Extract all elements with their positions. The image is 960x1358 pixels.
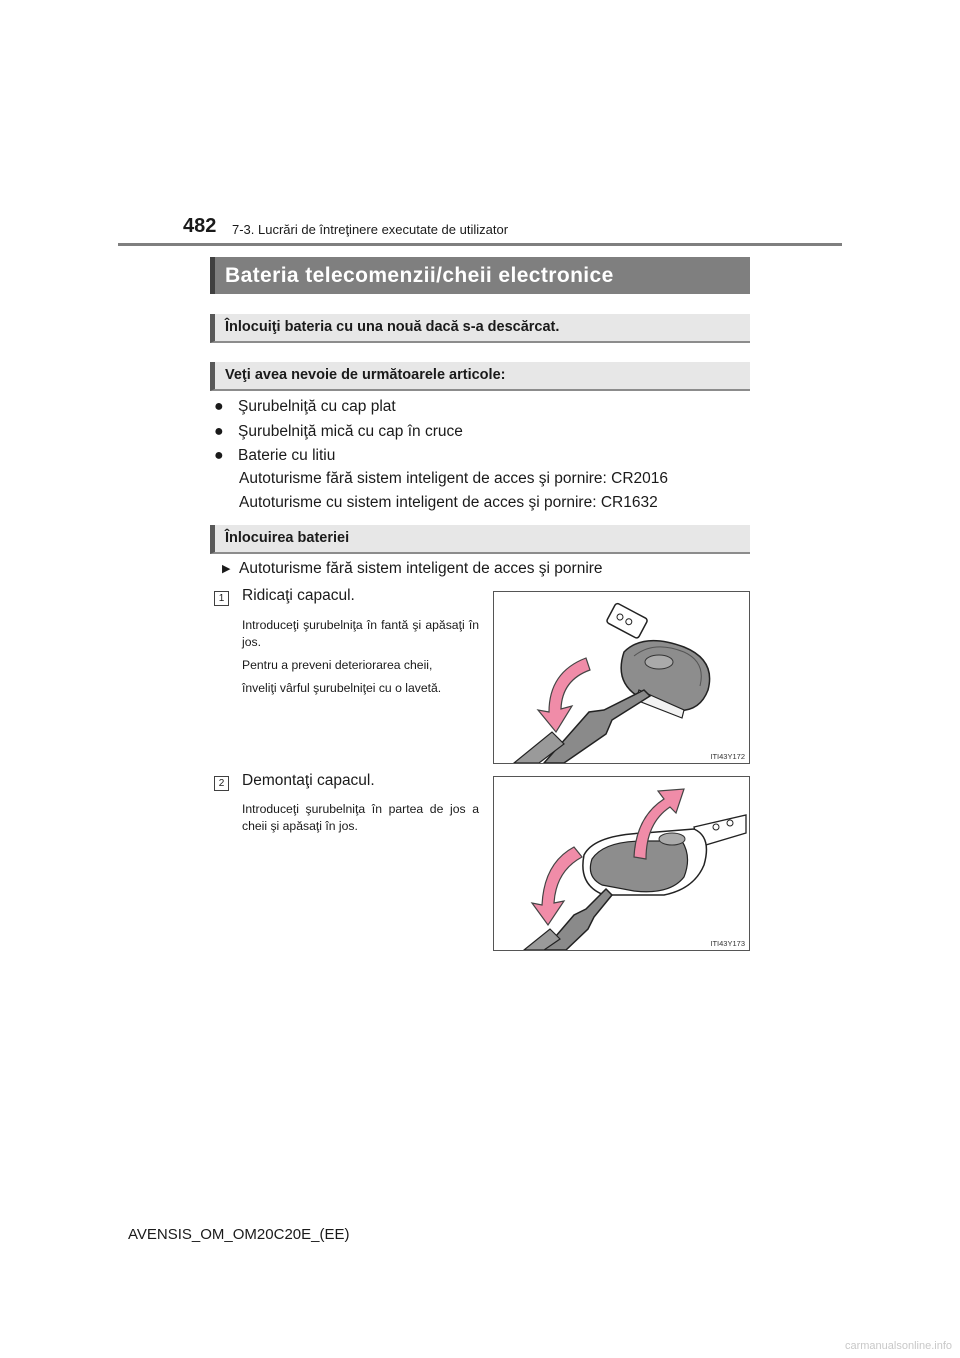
- list-item-label: Baterie cu litiu: [238, 447, 336, 464]
- list-item-label: Şurubelniţă mică cu cap în cruce: [238, 423, 463, 440]
- page-title: Bateria telecomenzii/cheii electronice: [210, 257, 750, 294]
- header-rule: [118, 243, 842, 246]
- step-text-2: [242, 801, 479, 841]
- step-badge-1: 1: [214, 591, 229, 606]
- figure-code: ITI43Y172: [710, 752, 745, 761]
- items-heading: Veţi avea nevoie de următoarele articole:: [210, 362, 750, 391]
- key-lift-illustration: [494, 592, 749, 763]
- page-number: 482: [183, 215, 217, 237]
- watermark: carmanualsonline.info: [844, 1340, 952, 1352]
- step-badge-2: 2: [214, 776, 229, 791]
- step-paragraph: Introduceţi şurubelniţa în fantă şi apăsaţi în jos.: [242, 618, 479, 649]
- step-paragraph: Pentru a preveni deteriorarea cheii,: [242, 658, 433, 672]
- key-remove-cover-illustration: [494, 777, 749, 950]
- figure-code: ITI43Y173: [710, 939, 745, 948]
- list-item-detail: Autoturisme fără sistem inteligent de acces şi pornire: CR2016: [239, 470, 669, 487]
- figure-step-2: [493, 776, 750, 951]
- footer-doc-id: AVENSIS_OM_OM20C20E_(EE): [128, 1226, 350, 1243]
- list-item-label: Şurubelniţă cu cap plat: [238, 398, 396, 415]
- bullet-icon: ●: [214, 423, 224, 440]
- bullet-icon: ●: [214, 398, 224, 415]
- step-title-2: Demontaţi capacul.: [242, 772, 375, 789]
- list-item: [214, 423, 463, 441]
- step-paragraph: înveliţi vârful şurubelniţei cu o lavetă.: [242, 681, 442, 695]
- intro-bar: Înlocuiţi bateria cu una nouă dacă s-a descărcat.: [210, 314, 750, 343]
- step-paragraph: Introduceţi şurubelniţa în partea de jos a cheii şi apăsaţi în jos.: [242, 802, 479, 833]
- replace-heading: Înlocuirea bateriei: [210, 525, 750, 554]
- triangle-right-icon: ▶: [222, 563, 231, 575]
- figure-step-1: [493, 591, 750, 764]
- section-title: 7-3. Lucrări de întreţinere executate de utilizator: [232, 222, 509, 237]
- variant-line: [222, 560, 603, 578]
- bullet-icon: ●: [214, 447, 224, 464]
- list-item-detail: Autoturisme cu sistem inteligent de acces şi pornire: CR1632: [239, 494, 658, 511]
- step-title-1: Ridicaţi capacul.: [242, 587, 355, 604]
- step-text-1: [242, 617, 479, 703]
- list-item: [214, 447, 335, 465]
- list-item: [214, 398, 396, 416]
- variant-label: Autoturisme fără sistem inteligent de acces şi pornire: [239, 560, 603, 577]
